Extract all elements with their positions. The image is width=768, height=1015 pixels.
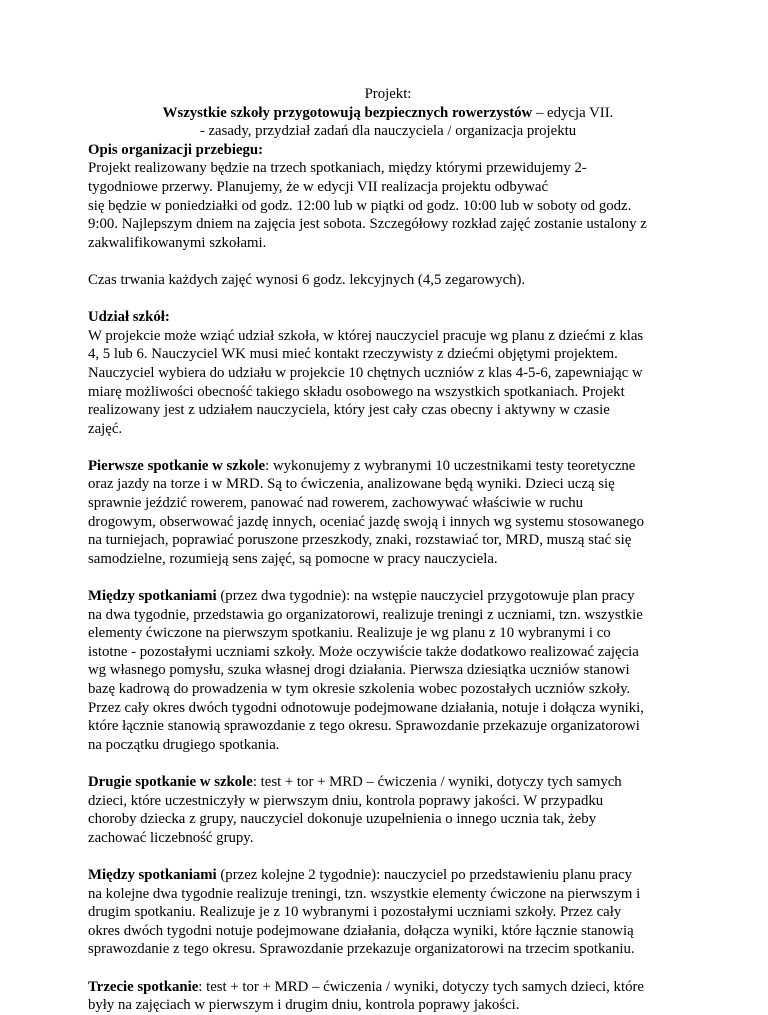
text-line: Drugie spotkanie w szkole: test + tor + MRD – ćwiczenia / wyniki, dotyczy tych samych — [88, 773, 622, 790]
section-miedzy-spotkaniami-2 — [88, 866, 688, 959]
text-line: zachować liczebność grupy. — [88, 829, 254, 846]
text-line: okres dwóch tygodni notuje podejmowane działania, dołącza wyniki, które łącznie stanowią — [88, 922, 634, 939]
text-line: oraz jazdy na torze i w MRD. Są to ćwiczenia, analizowane będą wyniki. Dzieci uczą się — [88, 476, 615, 493]
section-heading: Między spotkaniami — [88, 588, 217, 605]
section-miedzy-spotkaniami-1 — [88, 587, 688, 754]
header-subtitle: - zasady, przydział zadań dla nauczyciela / organizacja projektu — [199, 123, 577, 140]
section-czas — [88, 271, 688, 290]
text-line: W projekcie może wziąć udział szkoła, w której nauczyciel pracuje wg planu z dziećmi z klas — [88, 327, 644, 344]
text-line: zajęć. — [88, 420, 123, 437]
title-bold: Wszystkie szkoły przygotowują bezpiecznych rowerzystów — [162, 104, 533, 121]
text-line: Przez cały okres dwóch tygodni odnotowuje podejmowane działania, notuje i dołącza wyniki, — [88, 699, 644, 716]
text-line: Czas trwania każdych zajęć wynosi 6 godz. lekcyjnych (4,5 zegarowych). — [88, 271, 526, 288]
text-line: 9:00. Najlepszym dniem na zajęcia jest sobota. Szczegółowy rozkład zajęć zostanie ustalony z — [88, 216, 647, 233]
text-line: Pierwsze spotkanie w szkole: wykonujemy z wybranymi 10 uczestnikami testy teoretyczne — [88, 457, 636, 474]
text-line: drugim spotkaniu. Realizuje je z 10 wybranymi i pozostałymi uczniami szkoły. Przez cały — [88, 904, 622, 921]
section-heading: Między spotkaniami — [88, 866, 217, 883]
text-line: sprawnie jeździć rowerem, panować nad rowerem, zachowywać właściwie w ruchu — [88, 495, 584, 512]
text-line: Trzecie spotkanie: test + tor + MRD – ćwiczenia / wyniki, dotyczy tych samych dzieci, które — [88, 978, 644, 995]
section-heading: Udział szkół: — [88, 309, 170, 326]
text-line: choroby dziecka z grupy, nauczyciel dokonuje uzupełnienia o innego ucznia tak, żeby — [88, 811, 597, 828]
text-line: na dwa tygodnie, przedstawia go organizatorowi, realizuje treningi z uczniami, tzn. wszystkie — [88, 606, 643, 623]
text-line: tygodniowe przerwy. Planujemy, że w edycji VII realizacja projektu odbywać — [88, 178, 549, 195]
section-udzial — [88, 308, 688, 438]
text-line: samodzielne, rozumieją sens zajęć, są pomocne w pracy nauczyciela. — [88, 550, 498, 567]
text-line: Między spotkaniami (przez kolejne 2 tygodnie): nauczyciel po przedstawieniu planu pracy — [88, 866, 633, 883]
text-line: Projekt realizowany będzie na trzech spotkaniach, między którymi przewidujemy 2- — [88, 160, 587, 177]
section-heading: Pierwsze spotkanie w szkole — [88, 457, 266, 474]
text-line: dzieci, które uczestniczyły w pierwszym dniu, kontrola poprawy jakości. W przypadku — [88, 792, 604, 809]
section-heading: Trzecie spotkanie — [88, 978, 199, 995]
text-line: bazę kadrową do prowadzenia w tym okresie szkolenia wobec pozostałych uczniów szkoły. — [88, 681, 631, 697]
text-line: realizowany jest z udziałem nauczyciela, który jest cały czas obecny i aktywny w czasie — [88, 402, 610, 419]
section-heading: Opis organizacji przebiegu: — [88, 141, 264, 158]
title-edition: – edycja VII. — [532, 104, 614, 121]
text-line: które łącznie stanowią sprawozdanie z tego okresu. Sprawozdanie przekazuje organizatorowi — [88, 718, 640, 735]
text-line: miarę możliwości obecność takiego składu osobowego na wszystkich spotkaniach. Projekt — [88, 383, 625, 400]
text-line: się będzie w poniedziałki od godz. 12:00 lub w piątki od godz. 10:00 lub w soboty od godz. — [88, 197, 632, 214]
document-title — [88, 104, 688, 123]
text-line: na początku drugiego spotkania. — [88, 736, 280, 753]
text-line: wg własnego pomysłu, szuka własnej drogi działania. Pierwsza dziesiątka uczniów stanowi — [88, 662, 630, 679]
text-line: na turniejach, poprawiać poruszone przeszkody, znaki, rozstawiać tor, MRD, muszą stać się — [88, 532, 632, 549]
text-line: Między spotkaniami (przez dwa tygodnie): na wstępie nauczyciel przygotowuje plan pracy — [88, 588, 635, 605]
section-trzecie-spotkanie — [88, 978, 688, 1015]
header-line-1: Projekt: — [364, 86, 412, 102]
text-line: istotne - pozostałymi uczniami szkoły. Może oczywiście także dodatkowo realizować zajęcia — [88, 643, 639, 660]
text-line: elementy ćwiczone na pierwszym spotkaniu. Realizuje je wg planu z 10 wybranymi i co — [88, 625, 611, 642]
text-line: 4, 5 lub 6. Nauczyciel WK musi mieć kontakt rzeczywisty z dziećmi objętymi projektem. — [88, 346, 618, 363]
section-pierwsze-spotkanie — [88, 457, 688, 569]
text-line: drogowym, obserwować jazdę innych, oceniać jazdę swoją i innych wg systemu stosowanego — [88, 513, 644, 530]
section-drugie-spotkanie — [88, 773, 688, 847]
text-line: na kolejne dwa tygodnie realizuje treningi, tzn. wszystkie elementy ćwiczone na pierwszym i — [88, 885, 641, 902]
text-line: zakwalifikowanymi szkołami. — [88, 234, 267, 251]
section-heading: Drugie spotkanie w szkole — [88, 773, 253, 790]
text-line: Nauczyciel wybiera do udziału w projekcie 10 chętnych uczniów z klas 4-5-6, zapewniając w — [88, 364, 643, 381]
section-opis — [88, 141, 688, 253]
document-page — [88, 85, 688, 1015]
text-line: sprawozdanie z tego okresu. Sprawozdanie przekazuje organizatorowi na trzecim spotkaniu. — [88, 941, 635, 958]
text-line: były na zajęciach w pierwszym i drugim dniu, kontrola poprawy jakości. — [88, 997, 520, 1014]
